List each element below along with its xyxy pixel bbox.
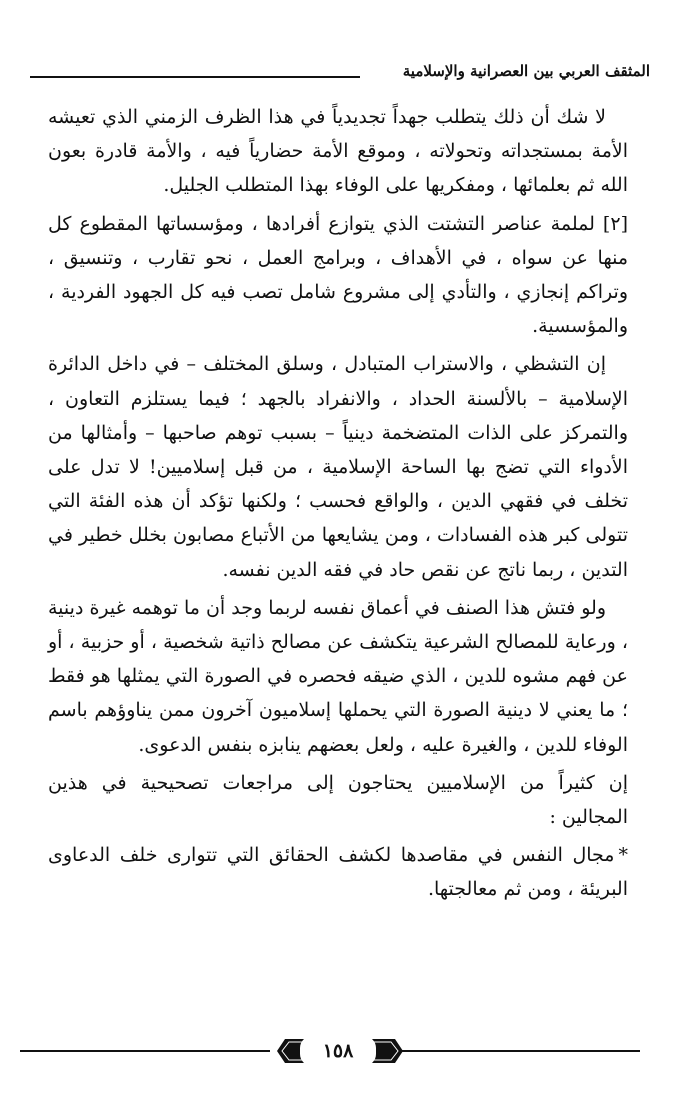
- paragraph: إن كثيراً من الإسلاميين يحتاجون إلى مراجعات تصحيحية في هذين المجالين :: [48, 771, 628, 829]
- header-title: المثقف العربي بين العصرانية والإسلامية: [402, 62, 650, 80]
- page-body: [48, 100, 628, 911]
- footer-rule-left: [20, 1050, 270, 1052]
- page-number: ١٥٨: [300, 1036, 376, 1066]
- bullet-text: مجال النفس في مقاصدها لكشف الحقائق التي تتوارى خلف الدعاوى البريئة ، ومن ثم معالجتها.: [48, 844, 628, 901]
- bullet-marker: *: [618, 844, 628, 867]
- paragraph: [٢] لملمة عناصر التشتت الذي يتوازع أفرادها ، ومؤسساتها المقطوع كل منها عن سواه ، في الأهداف ، وبرامج العمل ، نحو تقارب ، وتنسيق ، وتراكم إنجازي ، والتأدي إلى مشروع شامل تصب فيه كل الجهود الفردية ، والمؤسسية.: [48, 212, 628, 338]
- running-header: [30, 62, 650, 86]
- bullet-item: [48, 838, 628, 906]
- footer-rule-right: [392, 1050, 640, 1052]
- page-footer: [0, 1026, 675, 1078]
- paragraph: إن التشظي ، والاستراب المتبادل ، وسلق المختلف – في داخل الدائرة الإسلامية – بالألسنة الحداد ، والانفراد بالجهد ؛ فيما يستلزم التعاون ، والتمركز على الذات المتضخمة دينياً – بسبب توهم صاحبها – وأمثالها من الأدواء التي تضج بها الساحة الإسلامية ، من قبل إسلاميين! لا تدل على تخلف في فقهي الدين ، والواقع فحسب ؛ ولكنها تؤكد أن هذه الفئة التي تتولى كبر هذه الفسادات ، ومن يشايعها من الأتباع مصابون بخلل خطير في التدين ، ربما ناتج عن نقص حاد في فقه الدين نفسه.: [48, 353, 628, 581]
- header-rule: [30, 76, 360, 78]
- paragraph: ولو فتش هذا الصنف في أعماق نفسه لربما وجد أن ما توهمه غيرة دينية ، ورعاية للمصالح الشرعية يتكشف عن مصالح ذاتية شخصية ، أو حزبية ، أو عن فهم مشوه للدين ، الذي ضيقه فحصره في الصورة التي يمثلها هو فقط ؛ ما يعني لا دينية الصورة التي يحملها إسلاميون آخرون ممن يناوؤهم باسم الوفاء للدين ، والغيرة عليه ، ولعل بعضهم ينابزه بنفس الدعوى.: [48, 596, 628, 756]
- paragraph: لا شك أن ذلك يتطلب جهداً تجديدياً في هذا الظرف الزمني الذي تعيشه الأمة بمستجداته وتحولاته ، وموقع الأمة حضارياً فيه ، والأمة قادرة بعون الله ثم بعلمائها ، ومفكريها على الوفاء بهذا المتطلب الجليل.: [48, 106, 628, 197]
